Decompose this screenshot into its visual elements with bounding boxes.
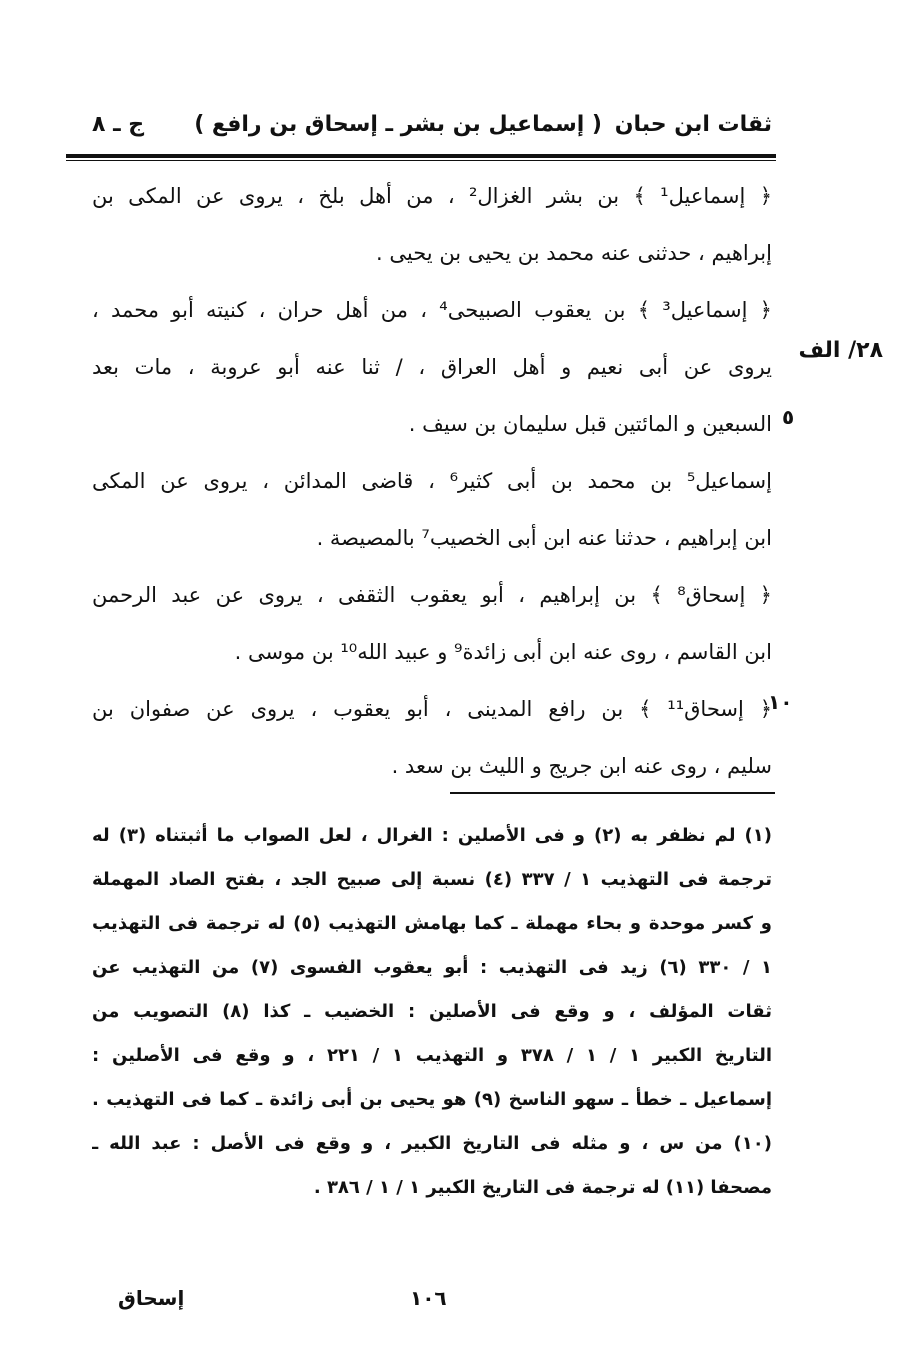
text-line: ابن إبراهيم ، حدثنا عنه ابن أبى الخصيب⁷ بالمصيصة .: [316, 526, 772, 550]
footnote-line: ١ / ٣٣٠ (٦) زيد فى التهذيب : أبو يعقوب الفسوى (٧) من التهذيب عن: [92, 957, 772, 978]
book-title: ثقات ابن حبان: [614, 112, 772, 137]
text-line: ﴿ إسحاق¹¹ ﴾ بن رافع المدينى ، أبو يعقوب ، يروى عن صفوان بن: [92, 697, 772, 721]
text-line: ﴿ إسحاق⁸ ﴾ بن إبراهيم ، أبو يعقوب الثقفى ، يروى عن عبد الرحمن: [92, 583, 772, 607]
text-line: يروى عن أبى نعيم و أهل العراق ، / ثنا عنه أبو عروبة ، مات بعد: [92, 355, 772, 379]
footnotes: [92, 814, 772, 1210]
footnote-line: إسماعيل ـ خطأ ـ سهو الناسخ (٩) هو يحيى بن أبى زائدة ـ كما فى التهذيب .: [92, 1089, 772, 1110]
text-line: إبراهيم ، حدثنى عنه محمد بن يحيى بن يحيى .: [376, 241, 772, 265]
text-line: سليم ، روى عنه ابن جريج و الليث بن سعد .: [391, 754, 772, 778]
section-title: ( إسماعيل بن بشر ـ إسحاق بن رافع ): [194, 112, 602, 137]
text-line: السبعين و المائتين قبل سليمان بن سيف .: [408, 412, 772, 436]
footnote-line: التاريخ الكبير ١ / ١ / ٣٧٨ و التهذيب ١ / ٢٢١ ، و وقع فى الأصلين :: [92, 1045, 772, 1066]
line-number-5: ٥: [782, 405, 795, 429]
line-number-10: ١٠: [768, 690, 793, 714]
text-line: ﴿ إسماعيل¹ ﴾ بن بشر الغزال² ، من أهل بلخ ، يروى عن المكى بن: [92, 184, 772, 208]
page-number: ١٠٦: [410, 1286, 447, 1310]
footnote-line: و كسر موحدة و بحاء مهملة ـ كما بهامش التهذيب (٥) له ترجمة فى التهذيب: [92, 913, 772, 934]
volume-label: ج ـ ٨: [92, 112, 145, 137]
footnote-line: (١) لم نظفر به (٢) و فى الأصلين : الغرال ، لعل الصواب ما أثبتناه (٣) له: [92, 825, 772, 846]
running-header: [92, 108, 772, 148]
footnote-line: ترجمة فى التهذيب ١ / ٣٣٧ (٤) نسبة إلى صبيح الجد ، بفتح الصاد المهملة: [92, 869, 772, 890]
header-rule: [66, 154, 776, 158]
footnote-line: ثقات المؤلف ، و وقع فى الأصلين : الخضيب ـ كذا (٨) التصويب من: [92, 1001, 772, 1022]
catchword: إسحاق: [118, 1286, 185, 1310]
header-rule-thin: [66, 160, 776, 161]
margin-folio-note: ٢٨/ الف: [798, 338, 883, 363]
text-line: ﴿ إسماعيل³ ﴾ بن يعقوب الصبيحى⁴ ، من أهل حران ، كنيته أبو محمد ،: [92, 298, 772, 322]
footnote-line: (١٠) من س ، و مثله فى التاريخ الكبير ، و وقع فى الأصل : عبد الله ـ: [92, 1133, 772, 1154]
footnote-rule: [450, 792, 775, 794]
text-line: إسماعيل⁵ بن محمد بن أبى كثير⁶ ، قاضى المدائن ، يروى عن المكى: [92, 469, 772, 493]
main-text: [92, 168, 772, 795]
text-line: ابن القاسم ، روى عنه ابن أبى زائدة⁹ و عبيد الله¹⁰ بن موسى .: [234, 640, 772, 664]
footnote-line: مصحفا (١١) له ترجمة فى التاريخ الكبير ١ / ١ / ٣٨٦ .: [313, 1177, 772, 1198]
